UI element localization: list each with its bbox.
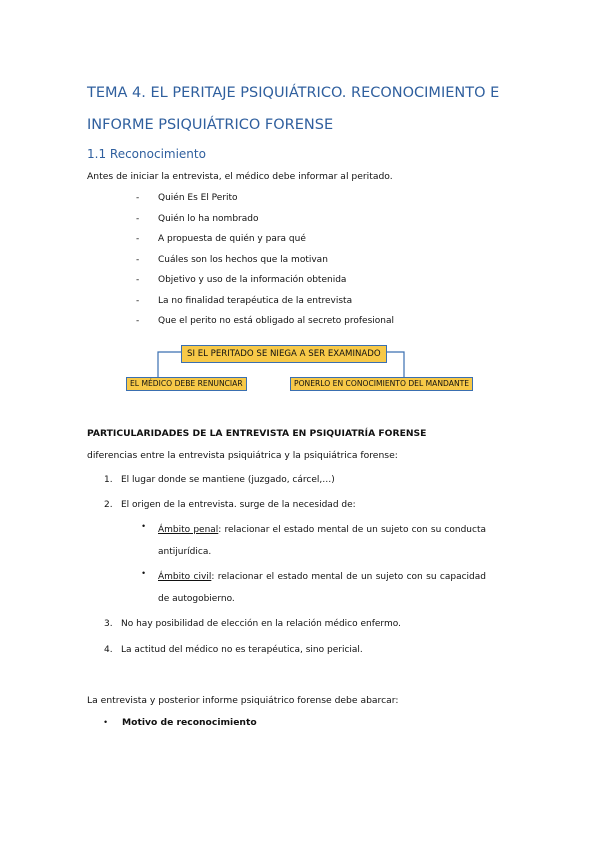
left-connector	[158, 352, 181, 378]
list-item: - Quién Es El Perito	[136, 193, 238, 203]
list-item: 1. El lugar donde se mantiene (juzgado, cárcel,…)	[104, 475, 335, 485]
ambito-civil-label: Ámbito civil	[158, 572, 212, 582]
bullet-marker: •	[104, 717, 108, 727]
dash-marker: -	[136, 316, 140, 326]
numbered-item-3	[104, 619, 401, 629]
bullet-marker: •	[142, 521, 146, 531]
sub-item-civil: Ámbito civil: relacionar el estado mental de un sujeto con su capacidad de autogobierno.	[158, 572, 486, 604]
numbered-item-4	[104, 645, 363, 655]
informe-item: Motivo de reconocimiento	[122, 717, 257, 728]
list-item: - Cuáles son los hechos que la motivan	[136, 254, 328, 265]
section-title: 1.1 Reconocimiento	[87, 147, 206, 161]
numbered-item-1	[104, 475, 335, 485]
dash-marker: -	[136, 275, 140, 285]
list-item: - Objetivo y uso de la información obtenida	[136, 275, 347, 285]
list-item: - Que el perito no está obligado al secreto profesional	[136, 316, 394, 326]
diagram-right-box: PONERLO EN CONOCIMIENTO DEL MANDANTE	[290, 377, 473, 391]
dash-marker: -	[136, 254, 140, 265]
numbered-item-2	[104, 500, 356, 510]
dash-marker: -	[136, 234, 140, 244]
sub-item-penal: Ámbito penal: relacionar el estado mental de un sujeto con su conducta antijurídica.	[158, 525, 486, 557]
page-title-line-1: TEMA 4. EL PERITAJE PSIQUIÁTRICO. RECONOCIMIENTO E	[87, 85, 500, 101]
particularidades-title: PARTICULARIDADES DE LA ENTREVISTA EN PSIQUIATRÍA FORENSE	[87, 428, 427, 439]
list-item: 3. No hay posibilidad de elección en la relación médico enfermo.	[104, 619, 401, 629]
informe-intro: La entrevista y posterior informe psiquiátrico forense debe abarcar:	[87, 695, 399, 706]
dash-marker: -	[136, 193, 140, 203]
section-intro: Antes de iniciar la entrevista, el médico debe informar al peritado.	[87, 171, 393, 182]
page-title-line-2: INFORME PSIQUIÁTRICO FORENSE	[87, 117, 334, 133]
dash-marker: -	[136, 295, 140, 306]
dash-marker: -	[136, 213, 140, 224]
ambito-penal-label: Ámbito penal	[158, 525, 219, 535]
list-item: - A propuesta de quién y para qué	[136, 234, 306, 244]
particularidades-intro: diferencias entre la entrevista psiquiátrica y la psiquiátrica forense:	[87, 450, 398, 461]
list-item: - La no finalidad terapéutica de la entrevista	[136, 295, 353, 306]
list-item: 2. El origen de la entrevista. surge de la necesidad de:	[104, 500, 356, 510]
bullet-marker: •	[142, 568, 146, 578]
diagram-left-box: EL MÉDICO DEBE RENUNCIAR	[126, 377, 247, 391]
diagram-main-box: SI EL PERITADO SE NIEGA A SER EXAMINADO	[181, 345, 387, 363]
list-item: 4. La actitud del médico no es terapéutica, sino pericial.	[104, 645, 363, 655]
right-connector	[386, 352, 404, 378]
list-item: - Quién lo ha nombrado	[136, 213, 259, 224]
